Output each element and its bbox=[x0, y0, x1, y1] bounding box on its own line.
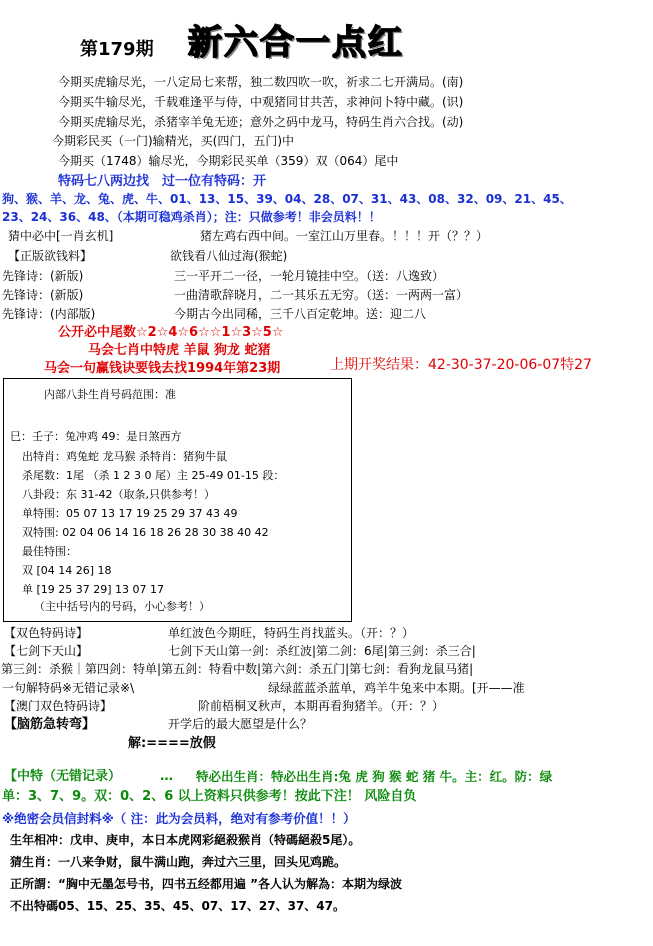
yiju-label: 一句解特码※无错记录※\ bbox=[2, 681, 135, 695]
poem-label: 先锋诗：(新版) bbox=[2, 288, 84, 302]
box-line: 双 [04 14 26] 18 bbox=[22, 564, 112, 577]
box-line: 杀尾数：1尾 （杀 1 2 3 0 尾）主 25-49 01-15 段： bbox=[22, 469, 285, 482]
horse-tip-line: 马会一句赢钱诀要钱去找1994年第23期 bbox=[44, 361, 281, 376]
zhengban-text: 欲钱看八仙过海(猴蛇) bbox=[170, 249, 288, 263]
qijian-line1: 七剑下天山第一剑：杀红波|第二剑：6尾|第三剑：杀三合| bbox=[168, 644, 476, 658]
qijian-label: 【七剑下天山】 bbox=[4, 644, 89, 658]
special-code-line: 特码七八两边找 过一位有特码：开 bbox=[58, 174, 267, 189]
secret-title: ※绝密会员信封料※（ 注：此为会员料，绝对有参考价值！！） bbox=[2, 811, 356, 826]
secret-line: 生年相冲：戊申、庚申，本日本虎网彩絕殺猴肖（特碼絕殺5尾）。 bbox=[10, 833, 361, 847]
guess-label: 猜中必中[一肖玄机] bbox=[8, 229, 114, 243]
poem-text: 今期古今出同稀，三千八百定乾坤。送：迎二八 bbox=[174, 307, 427, 321]
page-title: 新六合一点红 bbox=[188, 23, 404, 63]
box-line: 单特围：05 07 13 17 19 25 29 37 43 49 bbox=[22, 507, 238, 520]
naojin-question: 开学后的最大愿望是什么？ bbox=[168, 717, 313, 731]
box-title: 内部八卦生肖号码范围：准 bbox=[44, 388, 176, 401]
secret-line: 正所謂：“胸中无墨怎号书，四书五经都用遍 ”各人认为解為：本期为绿波 bbox=[10, 877, 402, 891]
aomen-text: 阶前梧桐叉秋声，本期再看狗猪羊。（开：？） bbox=[198, 699, 445, 713]
numbers-line: 23、24、36、48、（本期可稳鸡杀肖）；注：只做参考！非会员料！！ bbox=[2, 210, 381, 224]
box-line: 出特肖：鸡兔蛇 龙马猴 杀特肖：猪狗牛鼠 bbox=[22, 450, 227, 463]
issue-number: 第179期 bbox=[80, 39, 154, 60]
naojin-label: 【脑筋急转弯】 bbox=[4, 717, 96, 732]
last-result-label: 上期开奖结果： bbox=[330, 357, 428, 373]
intro-line: 今期买虎输尽光，杀猪宰羊兔无迹；意外之码中龙马，特码生肖六合找。(动) bbox=[58, 115, 464, 129]
box-line: 双特围: 02 04 06 14 16 18 26 28 30 38 40 42 bbox=[22, 526, 269, 539]
secret-line: 不出特碼05、15、25、35、45、07、17、27、37、47。 bbox=[10, 899, 345, 913]
qijian-line2: 第三剑：杀猴｜第四剑：特单|第五剑：特看中数|第六剑：杀五门|第七剑：看狗龙鼠马猪| bbox=[1, 662, 474, 676]
poem-text: 三一平开二一径，一轮月镜挂中空。（送：八逸致） bbox=[174, 269, 445, 283]
last-result bbox=[330, 357, 592, 373]
aomen-label: 【澳门双色特码诗】 bbox=[4, 699, 113, 713]
zhongte-dots: … bbox=[160, 769, 173, 784]
tail-number-line: 公开必中尾数☆2☆4☆6☆☆1☆3☆5☆ bbox=[58, 325, 284, 340]
zhongte-label: 【中特（无错记录） bbox=[4, 769, 122, 784]
zhongte-text: 特必出生肖：特必出生肖:兔 虎 狗 猴 蛇 猪 牛。主：红。防：绿 bbox=[196, 769, 553, 784]
intro-line: 今期买（1748）输尽光，今期彩民买单（359）双（064）尾中 bbox=[58, 154, 399, 168]
secret-line: 猜生肖：一八来争财，鼠牛满山跑，奔过六三里，回头见鸡跪。 bbox=[10, 855, 347, 869]
box-line: 单 [19 25 37 29] 13 07 17 bbox=[22, 583, 165, 596]
shuangse-text: 单红波色今期旺，特码生肖找蓝头。（开：？） bbox=[168, 626, 415, 640]
box-line: 八卦段：东 31-42（取条,只供参考！） bbox=[22, 488, 215, 501]
intro-line: 今期买牛输尽光，千载难逢平与侍，中观猪同甘共苦，求神问卜特中藏。(识) bbox=[58, 95, 464, 109]
intro-line: 今期彩民买（一门)输精光，买(四门，五门)中 bbox=[52, 134, 295, 148]
poem-label: 先锋诗：(新版) bbox=[2, 269, 84, 283]
guess-text: 猪左鸡右西中间。一室江山万里春。！！！开（？？） bbox=[200, 229, 489, 243]
naojin-answer: 解:====放假 bbox=[128, 736, 216, 751]
box-line: 最佳特围： bbox=[22, 545, 77, 558]
poem-text: 一曲清歌辞晓月，二一其乐五无穷。（送：一两两一富） bbox=[174, 288, 469, 302]
numbers-line: 狗、猴、羊、龙、兔、虎、牛、01、13、15、39、04、28、07、31、43、08、32、09、21、45、 bbox=[2, 192, 572, 206]
inner-bagua-box bbox=[3, 378, 352, 622]
yiju-text: 绿绿蓝蓝杀蓝单，鸡羊牛兔来中本期。[开——准 bbox=[268, 681, 525, 695]
zhongte-line2: 单：3、7、9。双：0、2、6 以上资料只供参考！按此下注！ 风险自负 bbox=[2, 789, 417, 804]
box-note: （主中括号内的号码，小心参考！） bbox=[34, 600, 210, 613]
zhengban-label: 【正版欲钱料】 bbox=[8, 249, 93, 263]
zodiac-line: 马会七肖中特虎 羊鼠 狗龙 蛇猪 bbox=[88, 343, 271, 358]
shuangse-label: 【双色特码诗】 bbox=[4, 626, 89, 640]
box-ganzhi: 巳：壬子：兔冲鸡 49：是日煞西方 bbox=[10, 430, 182, 443]
last-result-value: 42-30-37-20-06-07特27 bbox=[428, 357, 592, 373]
intro-line: 今期买虎输尽光，一八定局七来帮，独二数四吹一吹，祈求二七开满局。(南) bbox=[58, 75, 464, 89]
poem-label: 先锋诗：(内部版) bbox=[2, 307, 96, 321]
